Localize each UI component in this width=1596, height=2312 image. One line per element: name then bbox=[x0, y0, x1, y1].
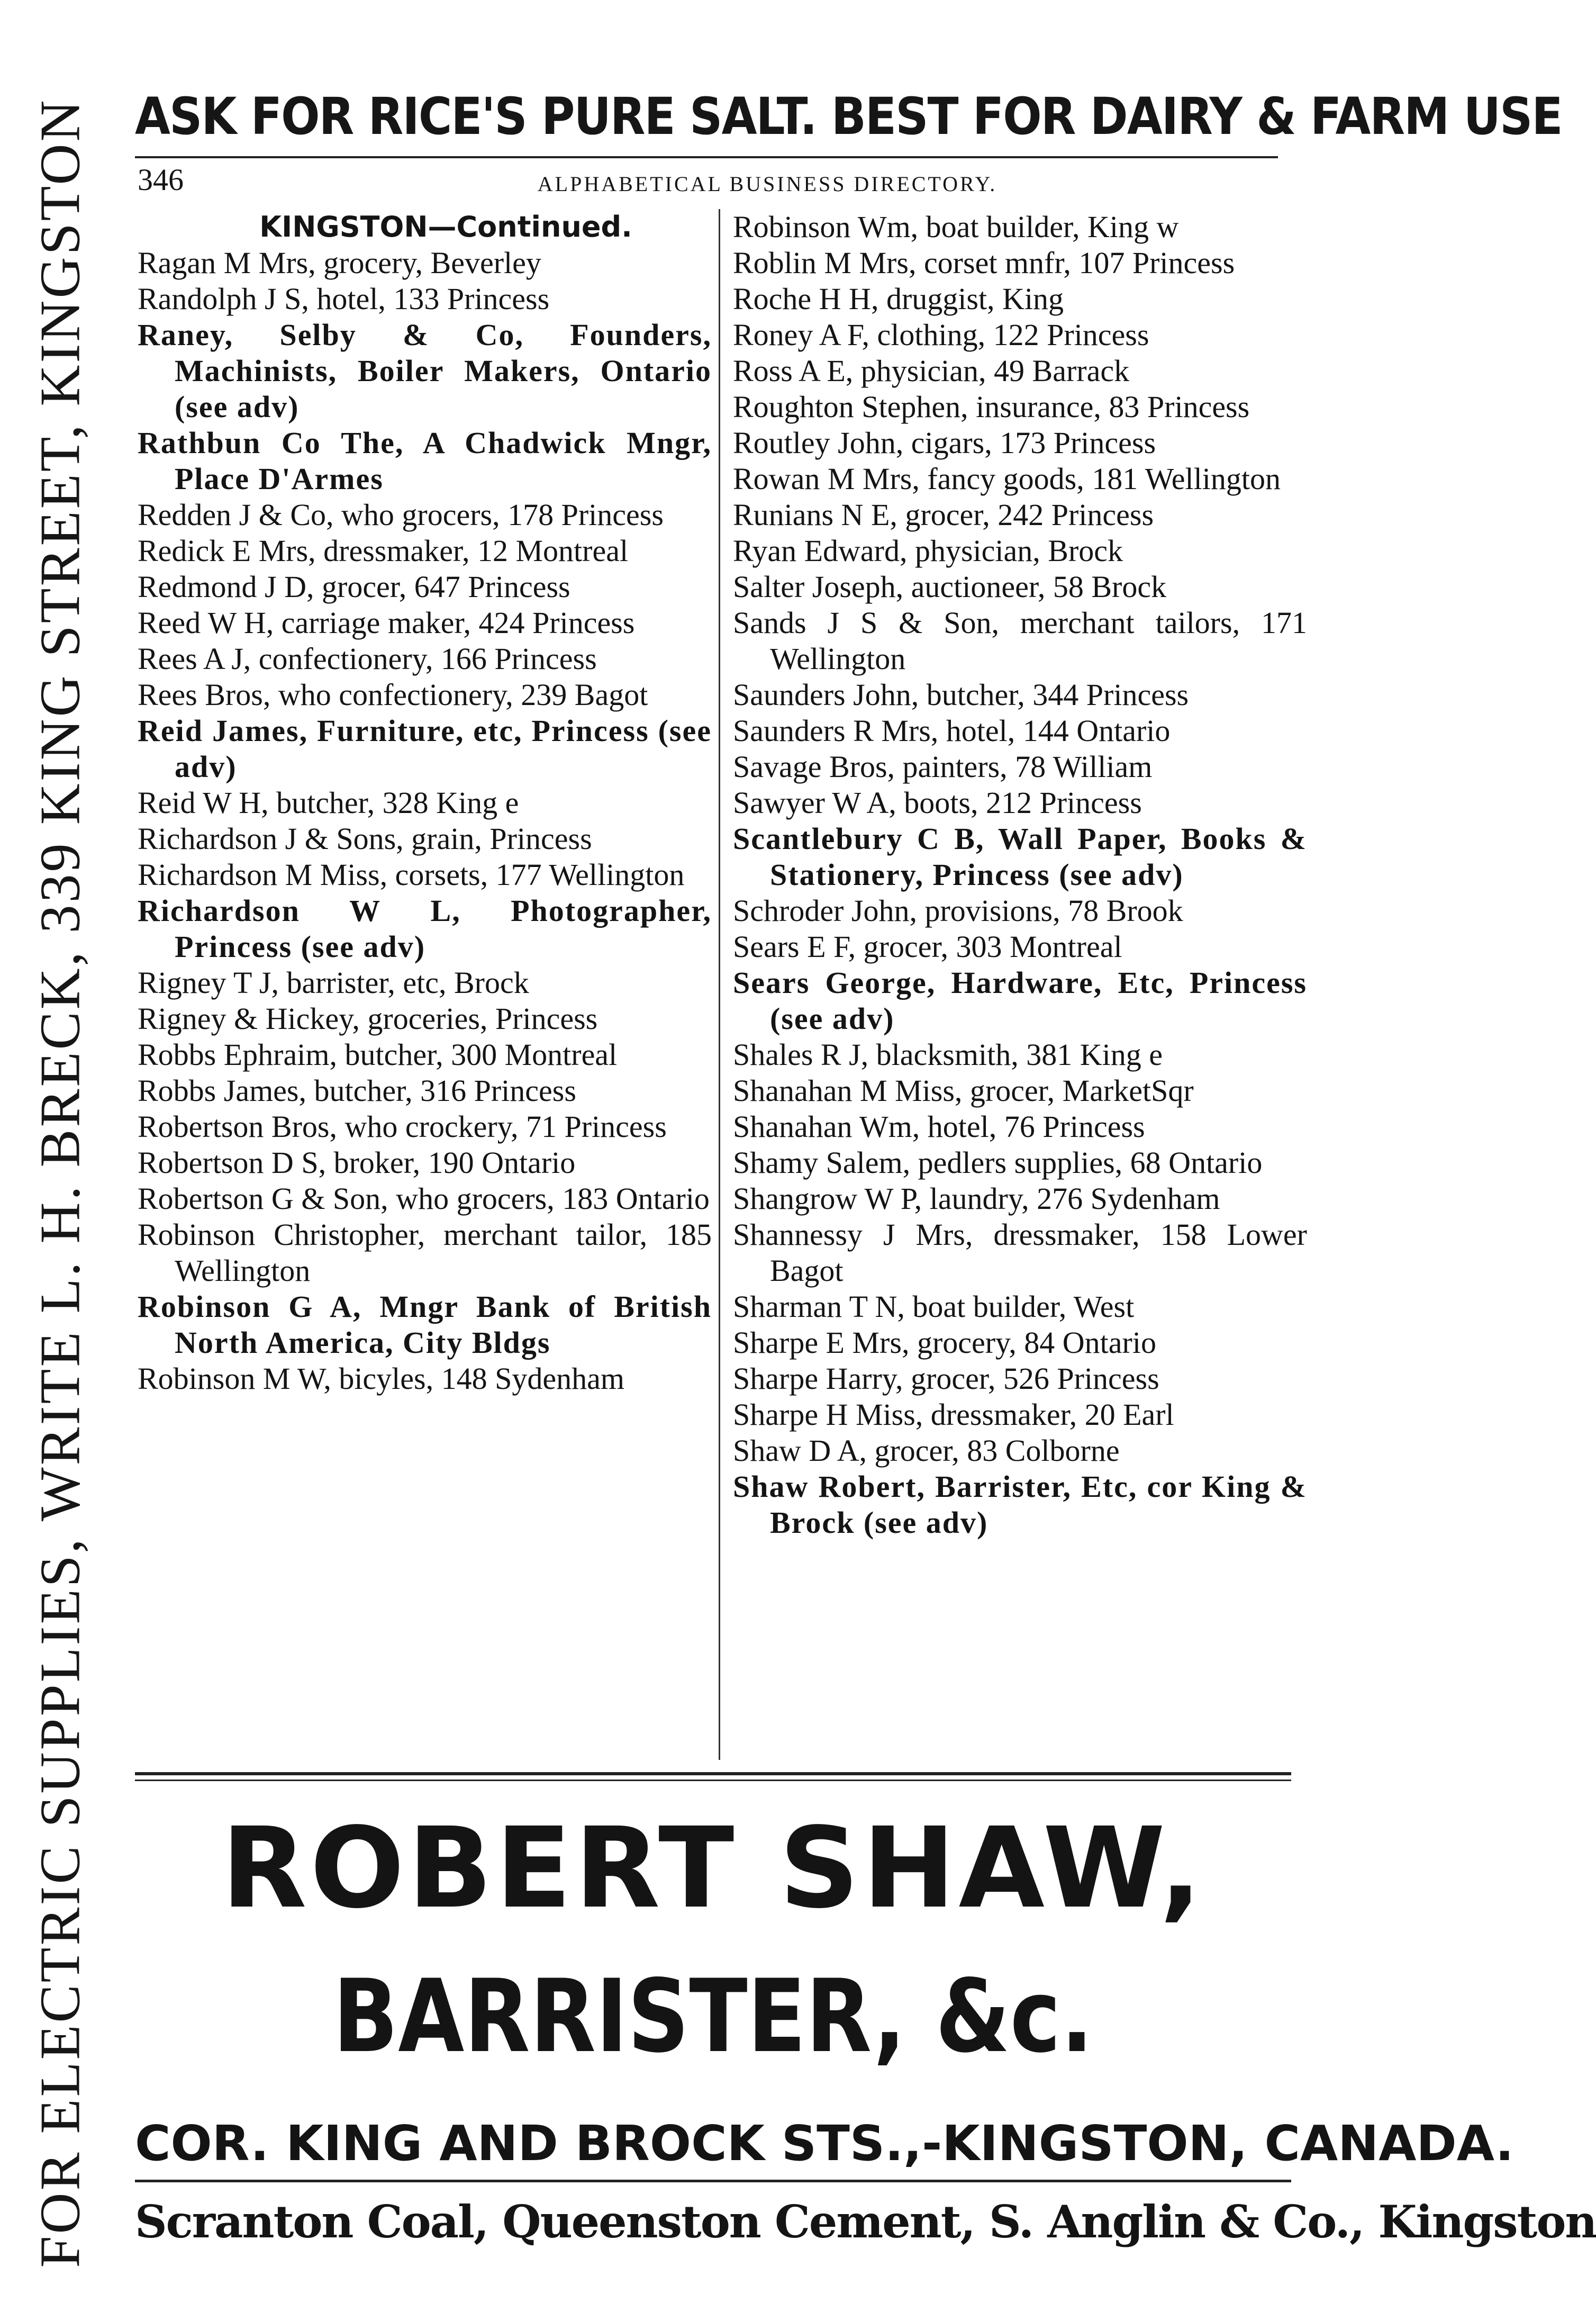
directory-entry: Shannessy J Mrs, dressmaker, 158 Lower Bagot bbox=[733, 1217, 1307, 1288]
directory-entry: Shaw Robert, Barrister, Etc, cor King & Brock (see adv) bbox=[733, 1469, 1307, 1540]
directory-entry: Shamy Salem, pedlers supplies, 68 Ontario bbox=[733, 1145, 1263, 1180]
directory-entry: Routley John, cigars, 173 Princess bbox=[733, 426, 1156, 460]
directory-entry: Robertson D S, broker, 190 Ontario bbox=[138, 1145, 576, 1180]
directory-entry: Saunders R Mrs, hotel, 144 Ontario bbox=[733, 714, 1171, 748]
footer-banner: Scranton Coal, Queenston Cement, S. Anglin & Co., Kingston bbox=[135, 2196, 1596, 2248]
left-column bbox=[138, 209, 712, 1397]
directory-entry: Rees Bros, who confectionery, 239 Bagot bbox=[138, 678, 648, 712]
directory-entry: Saunders John, butcher, 344 Princess bbox=[733, 678, 1189, 712]
directory-entry: Ryan Edward, physician, Brock bbox=[733, 534, 1123, 568]
directory-entry: Shanahan M Miss, grocer, MarketSqr bbox=[733, 1073, 1194, 1108]
directory-entry: Rigney T J, barrister, etc, Brock bbox=[138, 965, 529, 1000]
directory-entry: Roney A F, clothing, 122 Princess bbox=[733, 318, 1149, 352]
directory-entry: Robinson M W, bicyles, 148 Sydenham bbox=[138, 1361, 624, 1396]
running-head: ALPHABETICAL BUSINESS DIRECTORY. bbox=[537, 172, 998, 196]
advert-address-separator: - bbox=[922, 2115, 942, 2172]
section-heading: KINGSTON—Continued. bbox=[259, 210, 632, 243]
directory-entry: Roughton Stephen, insurance, 83 Princess bbox=[733, 390, 1250, 424]
side-banner-text: FOR ELECTRIC SUPPLIES, WRITE L. H. BRECK, 339 KING STREET, KINGSTON bbox=[29, 98, 93, 2268]
directory-entry: Sands J S & Son, merchant tailors, 171 Wellington bbox=[733, 606, 1307, 676]
directory-entry: Salter Joseph, auctioneer, 58 Brock bbox=[733, 570, 1167, 604]
page-number: 346 bbox=[138, 162, 184, 197]
footer-rule bbox=[135, 2180, 1291, 2182]
directory-entry: Savage Bros, painters, 78 William bbox=[733, 749, 1153, 784]
directory-entry: Redmond J D, grocer, 647 Princess bbox=[138, 570, 570, 604]
directory-entry: Randolph J S, hotel, 133 Princess bbox=[138, 282, 550, 316]
directory-entry: Shales R J, blacksmith, 381 King e bbox=[733, 1037, 1163, 1072]
directory-entry: Sharpe H Miss, dressmaker, 20 Earl bbox=[733, 1397, 1174, 1432]
directory-entry: Rees A J, confectionery, 166 Princess bbox=[138, 642, 597, 676]
directory-entry: Richardson M Miss, corsets, 177 Wellington bbox=[138, 857, 685, 892]
directory-entry: Shanahan Wm, hotel, 76 Princess bbox=[733, 1109, 1145, 1144]
directory-entry: Robertson Bros, who crockery, 71 Princess bbox=[138, 1109, 667, 1144]
directory-entry: Rigney & Hickey, groceries, Princess bbox=[138, 1001, 598, 1036]
advert-rule-top bbox=[135, 1772, 1291, 1775]
directory-entry: Sharpe Harry, grocer, 526 Princess bbox=[733, 1361, 1159, 1396]
directory-entry: Scantlebury C B, Wall Paper, Books & Stationery, Princess (see adv) bbox=[733, 821, 1307, 892]
advert-address-left: COR. KING AND BROCK STS., bbox=[135, 2115, 922, 2172]
directory-entry: Ragan M Mrs, grocery, Beverley bbox=[138, 246, 541, 280]
right-column bbox=[733, 209, 1307, 1541]
directory-entry: Shaw D A, grocer, 83 Colborne bbox=[733, 1433, 1120, 1468]
top-rule bbox=[135, 156, 1278, 158]
directory-entry: Sharman T N, boat builder, West bbox=[733, 1289, 1135, 1324]
directory-entry: Richardson J & Sons, grain, Princess bbox=[138, 821, 592, 856]
advert-title: BARRISTER, &c. bbox=[333, 1958, 1093, 2075]
directory-entry: Robinson G A, Mngr Bank of British North America, City Bldgs bbox=[138, 1289, 712, 1360]
column-divider bbox=[719, 209, 720, 1760]
directory-entry: Shangrow W P, laundry, 276 Sydenham bbox=[733, 1181, 1220, 1216]
directory-entry: Redick E Mrs, dressmaker, 12 Montreal bbox=[138, 534, 629, 568]
directory-entry: Robinson Christopher, merchant tailor, 185 Wellington bbox=[138, 1217, 712, 1288]
directory-entry: Ross A E, physician, 49 Barrack bbox=[733, 354, 1130, 388]
directory-entry: Sears E F, grocer, 303 Montreal bbox=[733, 929, 1122, 964]
advert-name: ROBERT SHAW, bbox=[221, 1803, 1205, 1933]
directory-entry: Roche H H, druggist, King bbox=[733, 282, 1064, 316]
advert-address bbox=[135, 2112, 1514, 2175]
directory-entry: Robertson G & Son, who grocers, 183 Ontario bbox=[138, 1181, 710, 1216]
directory-entry: Raney, Selby & Co, Founders, Machinists, Boiler Makers, Ontario (see adv) bbox=[138, 318, 712, 424]
directory-entry: Reed W H, carriage maker, 424 Princess bbox=[138, 606, 635, 640]
directory-entry: Redden J & Co, who grocers, 178 Princess bbox=[138, 498, 664, 532]
directory-entry: Runians N E, grocer, 242 Princess bbox=[733, 498, 1154, 532]
directory-entry: Rowan M Mrs, fancy goods, 181 Wellington bbox=[733, 462, 1281, 496]
directory-entry: Schroder John, provisions, 78 Brook bbox=[733, 893, 1183, 928]
directory-entry: Roblin M Mrs, corset mnfr, 107 Princess bbox=[733, 246, 1235, 280]
directory-entry: Reid W H, butcher, 328 King e bbox=[138, 785, 519, 820]
directory-entry: Rathbun Co The, A Chadwick Mngr, Place D'Armes bbox=[138, 426, 712, 496]
directory-entry: Reid James, Furniture, etc, Princess (see adv) bbox=[138, 714, 712, 784]
directory-entry: Sawyer W A, boots, 212 Princess bbox=[733, 785, 1142, 820]
directory-entry: Sears George, Hardware, Etc, Princess (see adv) bbox=[733, 965, 1307, 1036]
directory-entry: Richardson W L, Photographer, Princess (see adv) bbox=[138, 893, 712, 964]
top-banner: ASK FOR RICE'S PURE SALT. BEST FOR DAIRY & FARM USE bbox=[135, 87, 1562, 146]
side-banner bbox=[0, 64, 122, 2302]
advert-address-right: KINGSTON, CANADA. bbox=[942, 2115, 1514, 2172]
directory-entry: Robbs Ephraim, butcher, 300 Montreal bbox=[138, 1037, 618, 1072]
directory-entry: Sharpe E Mrs, grocery, 84 Ontario bbox=[733, 1325, 1156, 1360]
advert-rule-bottom bbox=[135, 1780, 1291, 1781]
directory-entry: Robbs James, butcher, 316 Princess bbox=[138, 1073, 576, 1108]
directory-entry: Robinson Wm, boat builder, King w bbox=[733, 210, 1179, 244]
